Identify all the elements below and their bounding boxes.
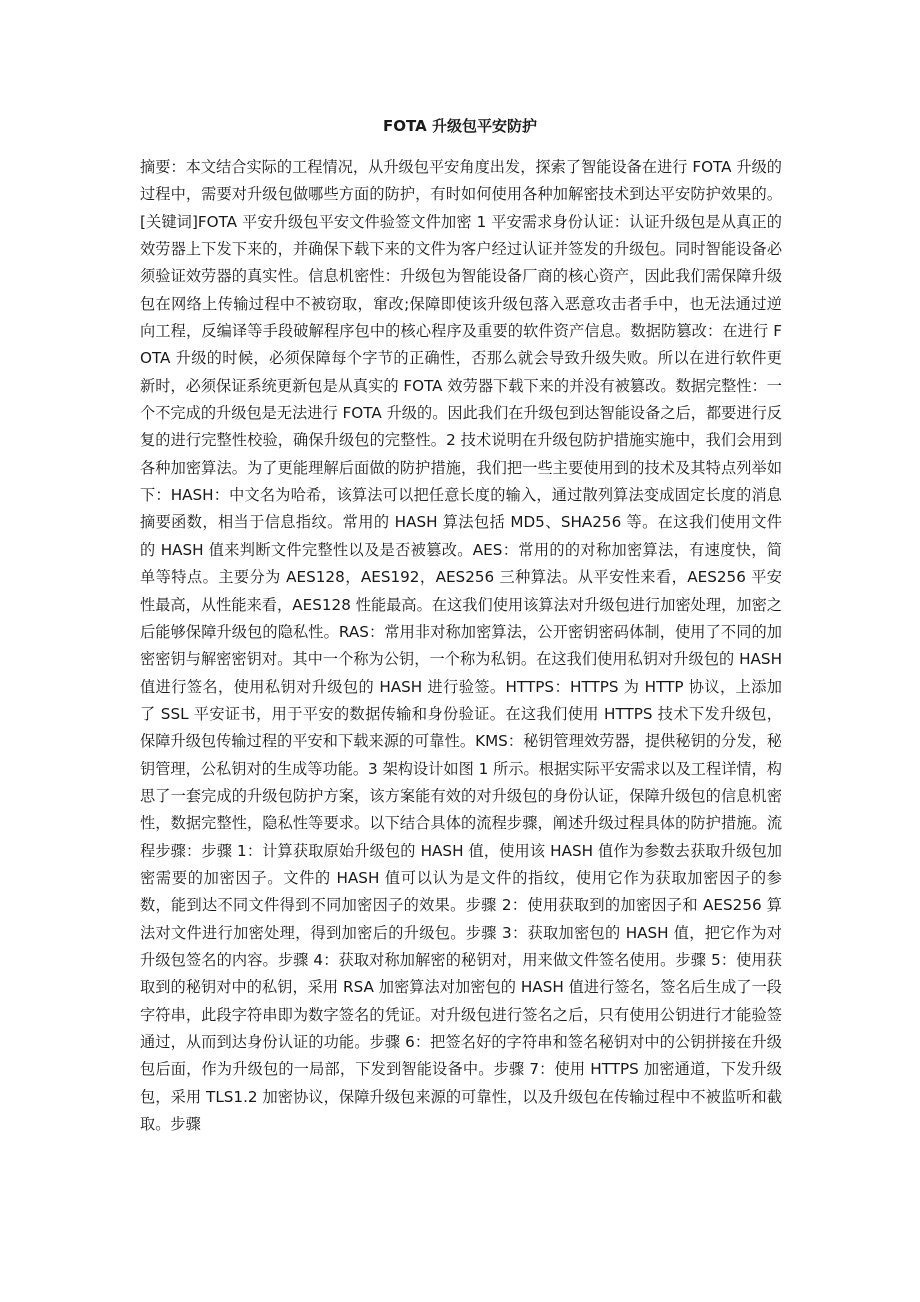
document-body-text: 摘要：本文结合实际的工程情况，从升级包平安角度出发，探索了智能设备在进行 FOTA 升级的过程中，需要对升级包做哪些方面的防护，有时如何使用各种加解密技术到达平安防护效果的。[关键词]FOTA 平安升级包平安文件验签文件加密 1 平安需求身份认证：认证升级包是从真正的效劳器上下发下来的，并确保下载下来的文件为客户经过认证并签发的升级包。同时智能设备必须验证效劳器的真实性。信息机密性：升级包为智能设备厂商的核心资产，因此我们需保障升级包在网络上传输过程中不被窃取，窜改;保障即使该升级包落入恶意攻击者手中，也无法通过逆向工程，反编译等手段破解程序包中的核心程序及重要的软件资产信息。数据防篡改：在进行 FOTA 升级的时候，必须保障每个字节的正确性，否那么就会导致升级失败。所以在进行软件更新时，必须保证系统更新包是从真实的 FOTA 效劳器下载下来的并没有被篡改。数据完整性：一个不完成的升级包是无法进行 FOTA 升级的。因此我们在升级包到达智能设备之后，都要进行反复的进行完整性校验，确保升级包的完整性。2 技术说明在升级包防护措施实施中，我们会用到各种加密算法。为了更能理解后面做的防护措施，我们把一些主要使用到的技术及其特点列举如下：HASH：中文名为哈希，该算法可以把任意长度的输入，通过散列算法变成固定长度的消息摘要函数，相当于信息指纹。常用的 HASH 算法包括 MD5、SHA256 等。在这我们使用文件的 HASH 值来判断文件完整性以及是否被篡改。AES：常用的的对称加密算法，有速度快，简单等特点。主要分为 AES128，AES192，AES256 三种算法。从平安性来看，AES256 平安性最高，从性能来看，AES128 性能最高。在这我们使用该算法对升级包进行加密处理，加密之后能够保障升级包的隐私性。RAS：常用非对称加密算法，公开密钥密码体制，使用了不同的加密密钥与解密密钥对。其中一个称为公钥，一个称为私钥。在这我们使用私钥对升级包的 HASH 值进行签名，使用私钥对升级包的 HASH 进行验签。HTTPS：HTTPS 为 HTTP 协议，上添加了 SSL 平安证书，用于平安的数据传输和身份验证。在这我们使用 HTTPS 技术下发升级包，保障升级包传输过程的平安和下载来源的可靠性。KMS：秘钥管理效劳器，提供秘钥的分发，秘钥管理，公私钥对的生成等功能。3 架构设计如图 1 所示。根据实际平安需求以及工程详情，构思了一套完成的升级包防护方案，该方案能有效的对升级包的身份认证，保障升级包的信息机密性，数据完整性，隐私性等要求。以下结合具体的流程步骤，阐述升级过程具体的防护措施。流程步骤：步骤 1：计算获取原始升级包的 HASH 值，使用该 HASH 值作为参数去获取升级包加密需要的加密因子。文件的 HASH 值可以认为是文件的指纹，使用它作为获取加密因子的参数，能到达不同文件得到不同加密因子的效果。步骤 2：使用获取到的加密因子和 AES256 算法对文件进行加密处理，得到加密后的升级包。步骤 3：获取加密包的 HASH 值，把它作为对升级包签名的内容。步骤 4：获取对称加解密的秘钥对，用来做文件签名使用。步骤 5：使用获取到的秘钥对中的私钥，采用 RSA 加密算法对加密包的 HASH 值进行签名，签名后生成了一段字符串，此段字符串即为数字签名的凭证。对升级包进行签名之后，只有使用公钥进行才能验签通过，从而到达身份认证的功能。步骤 6：把签名好的字符串和签名秘钥对中的公钥拼接在升级包后面，作为升级包的一局部，下发到智能设备中。步骤 7：使用 HTTPS 加密通道，下发升级包，采用 TLS1.2 加密协议，保障升级包来源的可靠性，以及升级包在传输过程中不被监听和截取。步骤: [140, 158, 782, 1134]
document-title: FOTA 升级包平安防护: [383, 117, 537, 135]
